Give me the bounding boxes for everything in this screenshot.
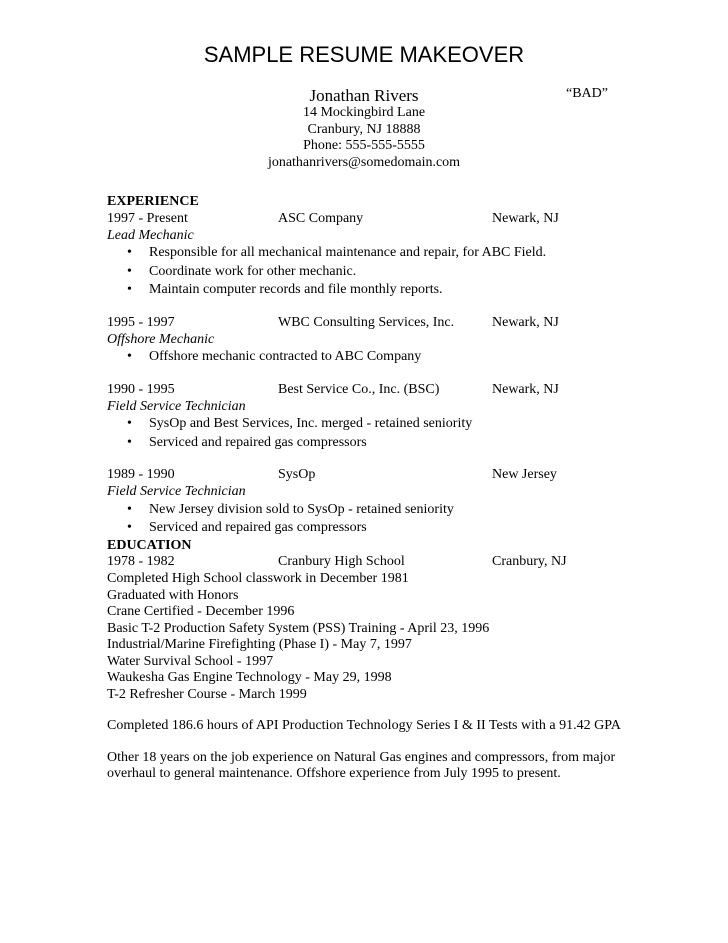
job-bullets	[107, 415, 627, 452]
education-line: Completed High School classwork in December 1981	[107, 571, 409, 586]
job-dates: 1997 - Present	[107, 210, 188, 226]
list-item: • Serviced and repaired gas compressors	[107, 519, 627, 538]
list-item: • Offshore mechanic contracted to ABC Company	[107, 348, 627, 367]
job-dates: 1989 - 1990	[107, 467, 175, 482]
job-location: New Jersey	[492, 467, 557, 482]
bullet-icon: •	[127, 434, 132, 450]
job-location: Newark, NJ	[492, 314, 559, 330]
job-company: WBC Consulting Services, Inc.	[278, 314, 455, 330]
job-bullets	[107, 244, 627, 300]
education-location: Cranbury, NJ	[492, 554, 567, 569]
job-bullets	[107, 501, 627, 538]
bullet-icon: •	[127, 501, 132, 517]
job-location: Newark, NJ	[492, 381, 559, 397]
bullet-icon: •	[127, 245, 132, 260]
education-line: Waukesha Gas Engine Technology - May 29, 1998	[107, 670, 392, 685]
list-item: • Maintain computer records and file monthly reports.	[107, 281, 627, 300]
job-entry	[107, 382, 627, 453]
job-bullets	[107, 348, 627, 367]
bullet-icon: •	[127, 282, 132, 297]
job-dates: 1995 - 1997	[107, 314, 175, 330]
education-line: Graduated with Honors	[107, 587, 239, 603]
education-heading: EDUCATION	[107, 537, 192, 553]
contact-header	[0, 86, 728, 171]
list-item: • Serviced and repaired gas compressors	[107, 434, 627, 453]
list-item: • New Jersey division sold to SysOp - retained seniority	[107, 501, 627, 520]
bad-label: “BAD”	[566, 86, 608, 101]
job-dates: 1990 - 1995	[107, 381, 175, 397]
list-item: • SysOp and Best Services, Inc. merged - retained seniority	[107, 415, 627, 434]
email: jonathanrivers@somedomain.com	[267, 154, 461, 170]
resume-body	[107, 194, 627, 783]
address-line-1: 14 Mockingbird Lane	[302, 105, 426, 120]
job-role: Lead Mechanic	[107, 227, 194, 243]
list-item: • Responsible for all mechanical maintenance and repair, for ABC Field.	[107, 244, 627, 263]
job-entry	[107, 211, 627, 300]
education-line: T-2 Refresher Course - March 1999	[107, 686, 307, 702]
bullet-icon: •	[127, 349, 132, 364]
job-entry	[107, 467, 627, 538]
job-location: Newark, NJ	[492, 210, 559, 226]
bullet-icon: •	[127, 520, 132, 535]
education-line: Industrial/Marine Firefighting (Phase I) - May 7, 1997	[107, 637, 412, 652]
api-tests-note: Completed 186.6 hours of API Production Technology Series I & II Tests with a 91.42 GPA	[107, 718, 621, 733]
job-role: Field Service Technician	[107, 484, 246, 499]
job-company: ASC Company	[278, 210, 364, 226]
education-line: Basic T-2 Production Safety System (PSS) Training - April 23, 1996	[107, 620, 490, 636]
education-dates: 1978 - 1982	[107, 554, 175, 569]
job-role: Offshore Mechanic	[107, 331, 215, 347]
experience-summary-note: Other 18 years on the job experience on Natural Gas engines and compressors, from major overhaul to general maintenance. Offshore experience from July 1995 to present.	[107, 749, 616, 781]
job-entry	[107, 315, 627, 367]
document-title: SAMPLE RESUME MAKEOVER	[203, 42, 525, 67]
bullet-icon: •	[127, 263, 132, 279]
address-line-2: Cranbury, NJ 18888	[307, 121, 421, 137]
job-company: Best Service Co., Inc. (BSC)	[278, 381, 440, 397]
list-item: • Coordinate work for other mechanic.	[107, 263, 627, 282]
education-school: Cranbury High School	[278, 554, 405, 569]
applicant-name: Jonathan Rivers	[309, 86, 419, 105]
phone: Phone: 555-555-5555	[303, 138, 425, 153]
education-line: Crane Certified - December 1996	[107, 604, 295, 619]
education-line: Water Survival School - 1997	[107, 653, 274, 669]
experience-heading: EXPERIENCE	[107, 194, 199, 209]
bullet-icon: •	[127, 416, 132, 431]
job-role: Field Service Technician	[107, 398, 246, 414]
job-company: SysOp	[278, 467, 316, 482]
